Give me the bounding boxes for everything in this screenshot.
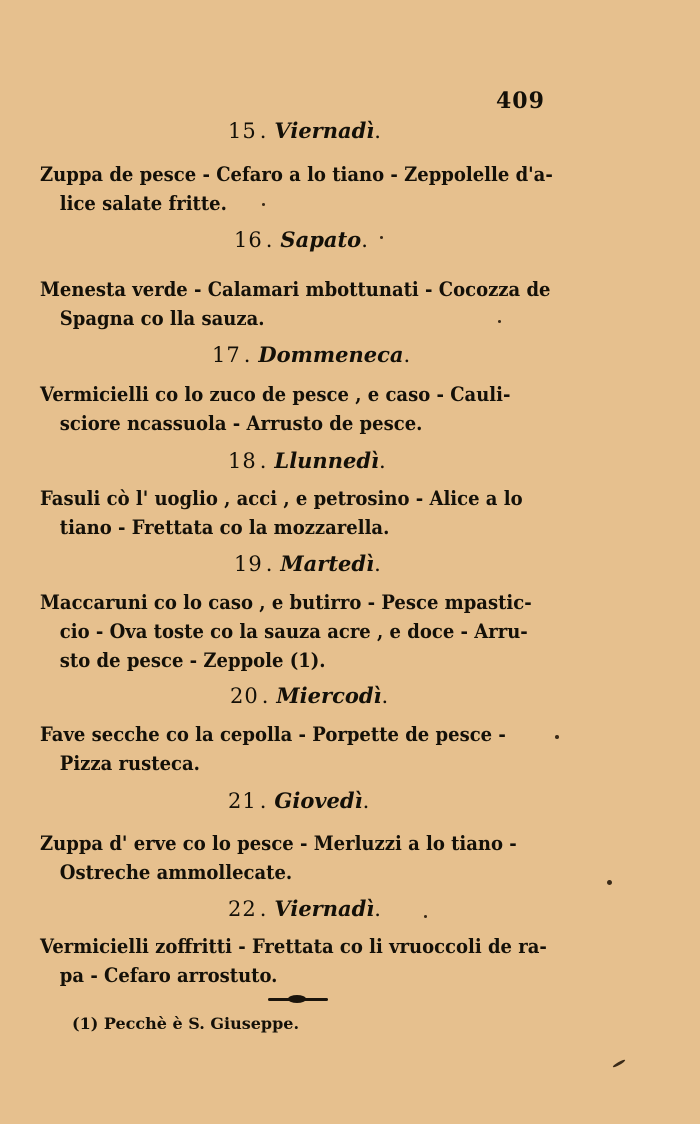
menu-entry-17 — [40, 380, 512, 438]
menu-entry-18 — [40, 484, 523, 542]
menu-line: Menesta verde - Calamari mbottunati - Cocozza de — [40, 277, 551, 301]
menu-line: sciore ncassuola - Arrusto de pesce. — [59, 411, 423, 435]
day-heading-15: 15 . Viernadì. — [228, 118, 381, 143]
ink-speck — [380, 236, 383, 239]
day-heading-19: 19 . Martedì. — [234, 551, 381, 576]
menu-line: Fave secche co la cepolla - Porpette de pesce - — [40, 722, 506, 746]
ink-speck — [555, 735, 559, 739]
day-name: Martedì — [280, 551, 375, 576]
day-name: Llunnedì — [274, 448, 379, 473]
day-heading-17: 17 . Dommeneca. — [212, 342, 411, 367]
menu-line: Vermicielli zoffritti - Frettata co li vruoccoli de ra- — [40, 934, 547, 958]
menu-line: Spagna co lla sauza. — [59, 306, 265, 330]
day-number: 21 — [228, 789, 257, 813]
ink-speck — [262, 203, 265, 206]
menu-entry-19 — [40, 588, 532, 675]
day-name: Viernadì — [274, 118, 375, 143]
menu-entry-16 — [40, 275, 551, 333]
menu-entry-15 — [40, 160, 553, 218]
day-heading-16: 16 . Sapato. — [234, 227, 368, 252]
menu-entry-22 — [40, 932, 547, 990]
menu-line: sto de pesce - Zeppole (1). — [59, 648, 326, 672]
menu-line: Fasuli cò l' uoglio , acci , e petrosino - Alice a lo — [40, 486, 523, 510]
menu-entry-20 — [40, 720, 512, 778]
day-number: 16 — [234, 228, 263, 252]
day-number: 18 — [228, 449, 257, 473]
day-heading-21: 21 . Giovedì. — [228, 788, 370, 813]
menu-line: pa - Cefaro arrostuto. — [59, 963, 278, 987]
day-number: 19 — [234, 552, 263, 576]
day-heading-18: 18 . Llunnedì. — [228, 448, 386, 473]
ink-speck — [498, 320, 501, 323]
day-name: Dommeneca — [258, 342, 404, 367]
menu-line: Maccaruni co lo caso , e butirro - Pesce mpastic- — [40, 590, 532, 614]
menu-line: tiano - Frettata co la mozzarella. — [59, 515, 390, 539]
menu-line: cio - Ova toste co la sauza acre , e doce - Arru- — [59, 619, 528, 643]
menu-line: lice salate fritte. — [59, 191, 227, 215]
day-name: Miercodì — [276, 683, 382, 708]
menu-line: Pizza rusteca. — [59, 751, 200, 775]
menu-line: Zuppa d' erve co lo pesce - Merluzzi a lo tiano - — [40, 831, 517, 855]
menu-line: Vermicielli co lo zuco de pesce , e caso - Cauli- — [40, 382, 511, 406]
ink-speck — [607, 880, 612, 885]
day-heading-22: 22 . Viernadì. — [228, 896, 381, 921]
day-name: Giovedì — [274, 788, 363, 813]
day-number: 15 — [228, 119, 257, 143]
menu-entry-21 — [40, 829, 517, 887]
day-name: Sapato — [280, 227, 362, 252]
footnote-divider-ornament — [288, 995, 306, 1003]
day-number: 22 — [228, 897, 257, 921]
day-heading-20: 20 . Miercodì. — [230, 683, 389, 708]
footnote: (1) Pecchè è S. Giuseppe. — [72, 1014, 300, 1033]
menu-line: Ostreche ammollecate. — [59, 860, 293, 884]
page-number: 409 — [496, 88, 545, 114]
day-number: 17 — [212, 343, 241, 367]
ink-speck — [424, 915, 427, 918]
day-number: 20 — [230, 684, 259, 708]
day-name: Viernadì — [274, 896, 375, 921]
menu-line: Zuppa de pesce - Cefaro a lo tiano - Zeppolelle d'a- — [40, 162, 553, 186]
ink-speck — [612, 1059, 626, 1069]
